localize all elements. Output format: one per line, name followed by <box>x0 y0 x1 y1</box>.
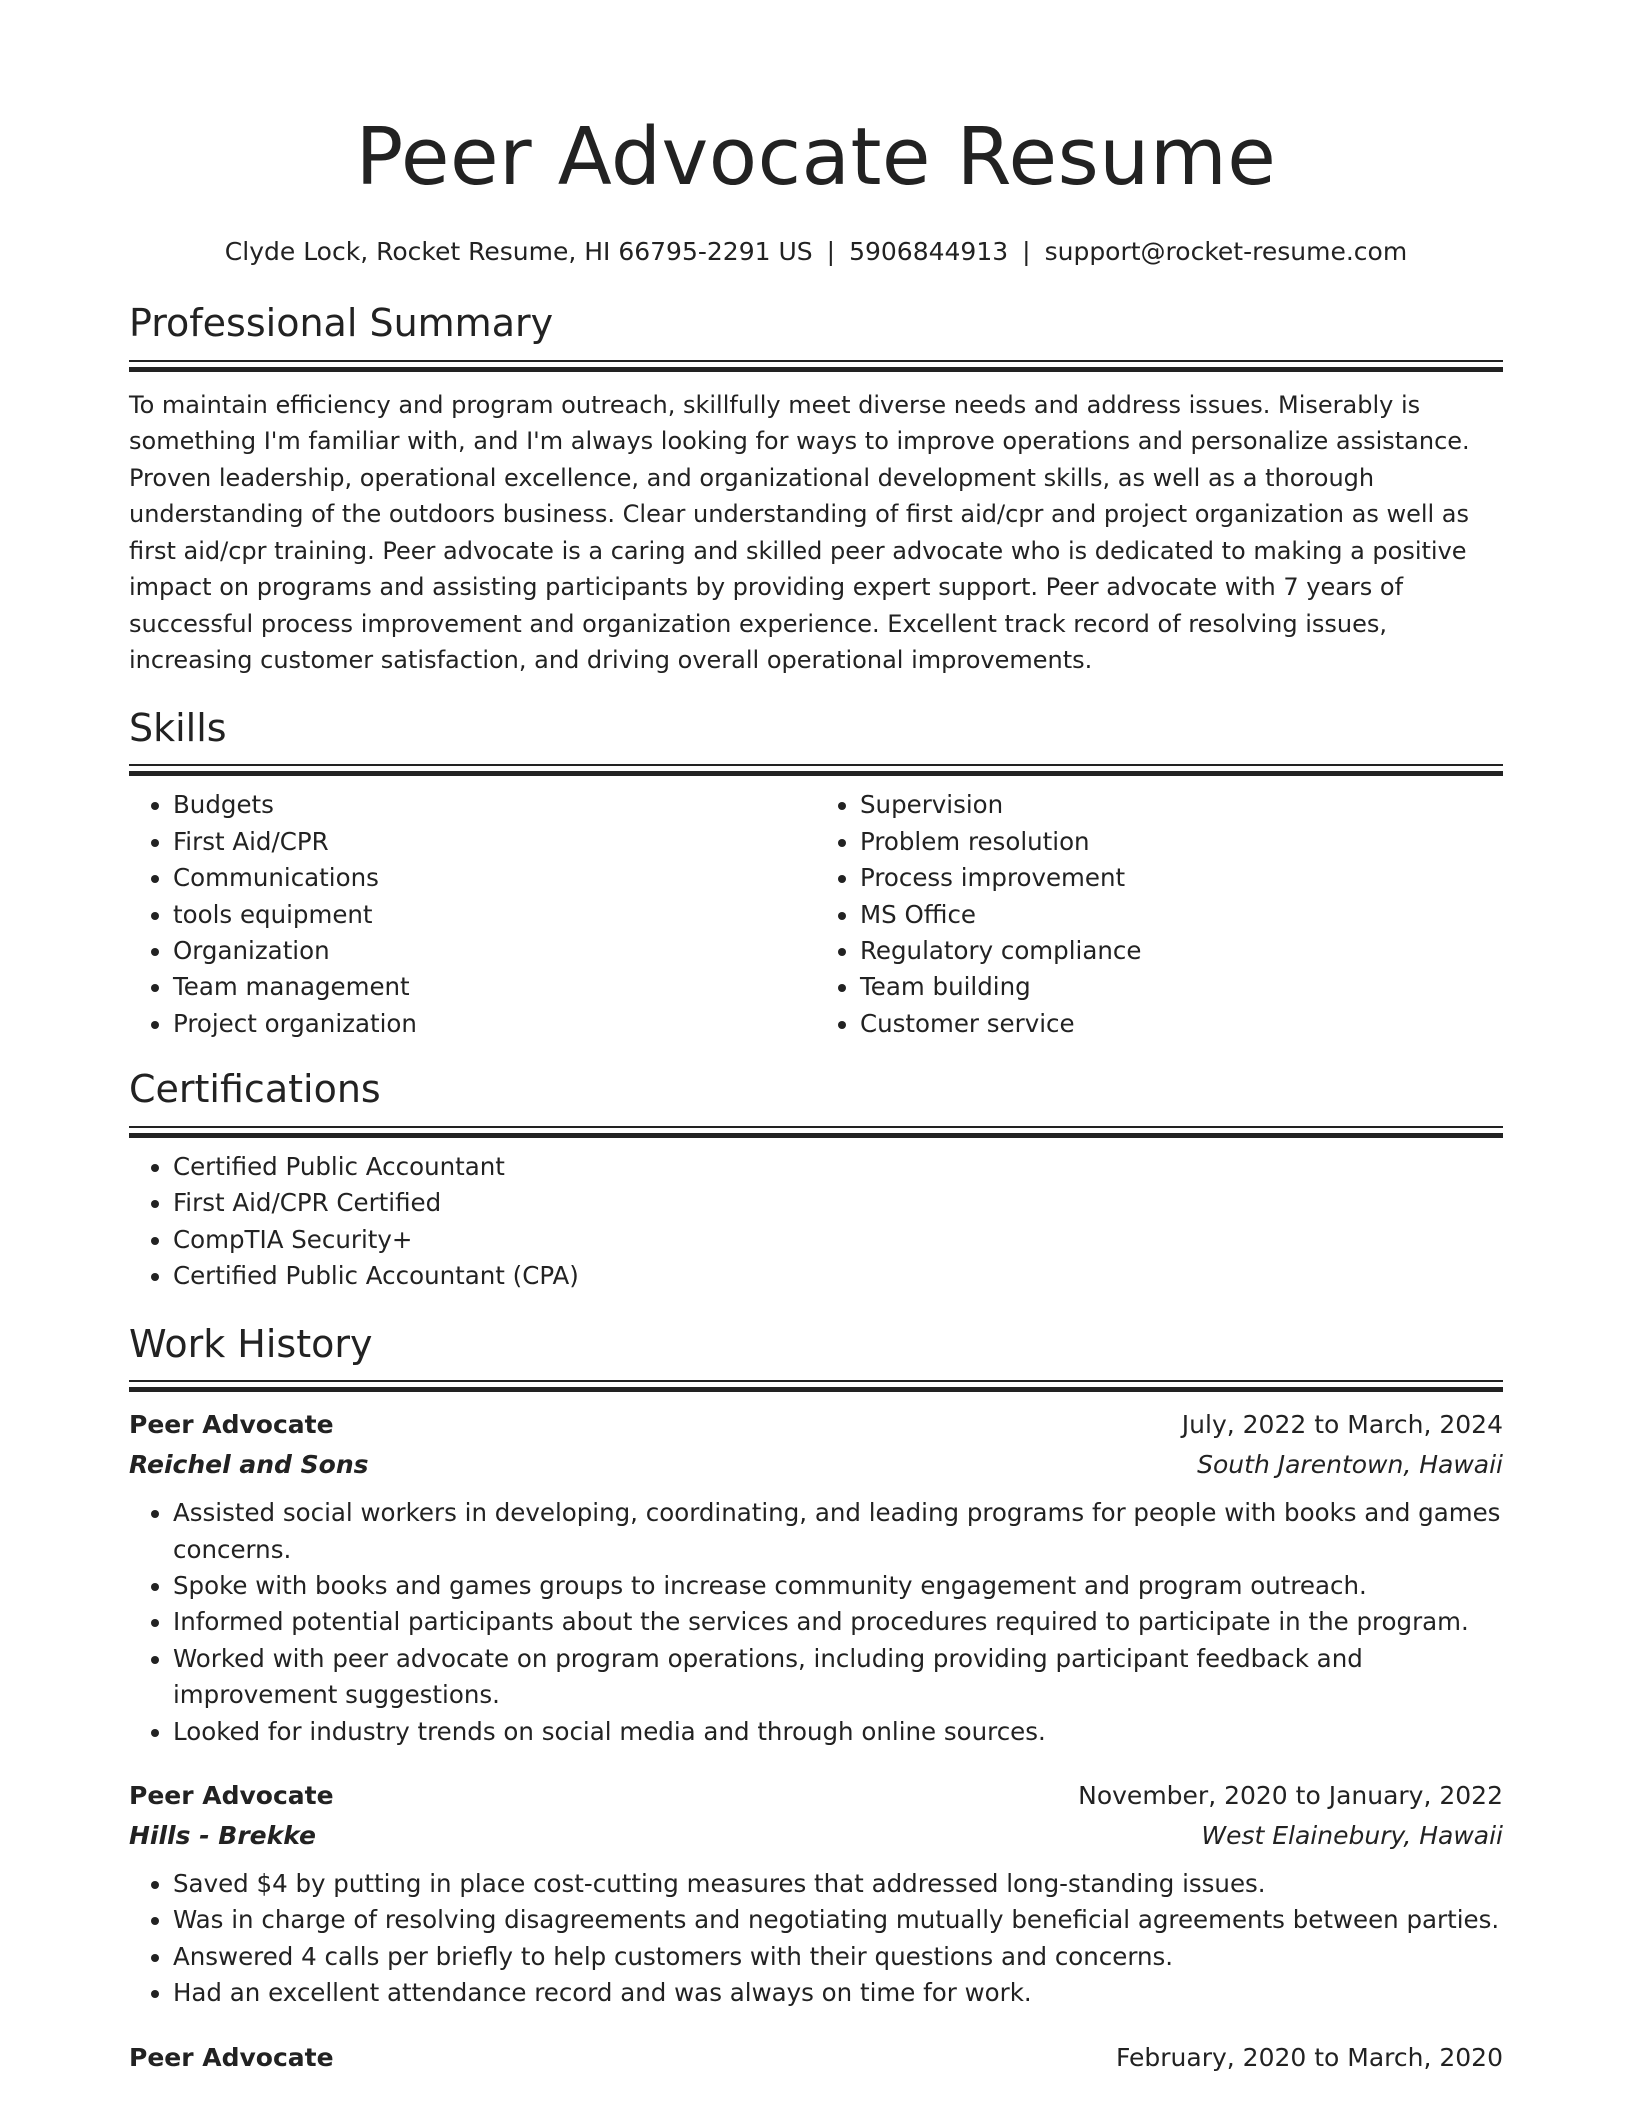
skill-item: • First Aid/CPR <box>173 824 816 860</box>
skills-column-left <box>129 787 816 1042</box>
summary-section <box>129 302 1503 679</box>
job-duty: • Looked for industry trends on social media and through online sources. <box>173 1714 1503 1750</box>
job-company: Reichel and Sons <box>129 1450 369 1480</box>
skill-item: • Organization <box>173 933 816 969</box>
job-company-row <box>129 1445 1503 1485</box>
skill-item: • Problem resolution <box>860 824 1503 860</box>
skills-list-right <box>816 787 1503 1042</box>
certification-item: • Certified Public Accountant <box>173 1149 1503 1185</box>
job-company: Hills - Brekke <box>129 1821 316 1851</box>
section-divider <box>129 1380 1503 1391</box>
job-duties-list <box>129 1495 1503 1750</box>
job-dates: February, 2020 to March, 2020 <box>1115 2042 1503 2072</box>
job-title: Peer Advocate <box>129 2042 334 2072</box>
job-entry <box>129 2038 1503 2078</box>
skill-item: • Team building <box>860 969 1503 1005</box>
skills-grid <box>129 787 1503 1042</box>
contact-separator: | <box>826 237 836 266</box>
job-title: Peer Advocate <box>129 1781 334 1811</box>
job-title: Peer Advocate <box>129 1410 334 1440</box>
contact-email: support@rocket-resume.com <box>1044 237 1408 266</box>
skill-item: • Budgets <box>173 787 816 823</box>
job-duty: • Assisted social workers in developing, coordinating, and leading programs for people with books and games concerns. <box>173 1495 1503 1568</box>
skill-item: • Communications <box>173 860 816 896</box>
skill-item: • Process improvement <box>860 860 1503 896</box>
job-header-row <box>129 2038 1503 2078</box>
skill-item: • Regulatory compliance <box>860 933 1503 969</box>
contact-address: Clyde Lock, Rocket Resume, HI 66795-2291 US <box>224 237 813 266</box>
skill-item: • Team management <box>173 969 816 1005</box>
skills-list-left <box>129 787 816 1042</box>
skill-item: • Supervision <box>860 787 1503 823</box>
job-company-row <box>129 1816 1503 1856</box>
section-divider <box>129 1126 1503 1137</box>
job-duty: • Answered 4 calls per briefly to help customers with their questions and concerns. <box>173 1939 1503 1975</box>
job-duties-list <box>129 1866 1503 2012</box>
certification-item: • CompTIA Security+ <box>173 1222 1503 1258</box>
job-header-row <box>129 1776 1503 1816</box>
skill-item: • Customer service <box>860 1006 1503 1042</box>
job-dates: November, 2020 to January, 2022 <box>1078 1781 1503 1811</box>
work-history-section <box>129 1323 1503 2078</box>
skill-item: • Project organization <box>173 1006 816 1042</box>
job-duty: • Had an excellent attendance record and was always on time for work. <box>173 1975 1503 2011</box>
job-entry <box>129 1405 1503 1750</box>
contact-line <box>129 237 1503 266</box>
certification-item: • First Aid/CPR Certified <box>173 1185 1503 1221</box>
contact-separator: | <box>1022 237 1031 266</box>
resume-title: Peer Advocate Resume <box>355 111 1277 203</box>
job-duty: • Worked with peer advocate on program operations, including providing participant feedback and improvement suggestions. <box>173 1641 1503 1714</box>
skill-item: • MS Office <box>860 897 1503 933</box>
contact-phone: 5906844913 <box>849 237 1009 266</box>
job-dates: July, 2022 to March, 2024 <box>1181 1410 1503 1440</box>
summary-text: To maintain efficiency and program outreach, skillfully meet diverse needs and address issues. Miserably is something I'm familiar with, and I'm always looking for ways to improve operations and personalize assistance. Proven leadership, operational excellence, and organizational development skills, as well as a thorough understanding of the outdoors business. Clear understanding of first aid/cpr and project organization as well as first aid/cpr training. Peer advocate is a caring and skilled peer advocate who is dedicated to making a positive impact on programs and assisting participants by providing expert support. Peer advocate with 7 years of successful process improvement and organization experience. Excellent track record of resolving issues, increasing customer satisfaction, and driving overall operational improvements. <box>129 390 1470 675</box>
certifications-list <box>129 1149 1503 1295</box>
certifications-heading: Certifications <box>129 1067 381 1112</box>
job-duty: • Spoke with books and games groups to increase community engagement and program outreach. <box>173 1568 1503 1604</box>
job-location: South Jarentown, Hawaii <box>1197 1450 1503 1480</box>
job-header-row <box>129 1405 1503 1445</box>
skill-item: • tools equipment <box>173 897 816 933</box>
section-divider <box>129 764 1503 775</box>
job-duty: • Saved $4 by putting in place cost-cutting measures that addressed long-standing issues. <box>173 1866 1503 1902</box>
certification-item: • Certified Public Accountant (CPA) <box>173 1258 1503 1294</box>
summary-heading: Professional Summary <box>129 301 554 345</box>
skills-column-right <box>816 787 1503 1042</box>
job-duty: • Was in charge of resolving disagreements and negotiating mutually beneficial agreements between parties. <box>173 1902 1503 1938</box>
skills-heading: Skills <box>129 705 227 750</box>
section-divider <box>129 360 1503 371</box>
skills-section <box>129 707 1503 1043</box>
certifications-section <box>129 1068 1503 1294</box>
job-entry <box>129 1776 1503 2012</box>
job-location: West Elainebury, Hawaii <box>1201 1821 1503 1851</box>
work-history-heading: Work History <box>129 1321 373 1366</box>
job-duty: • Informed potential participants about the services and procedures required to participate in the program. <box>173 1604 1503 1640</box>
